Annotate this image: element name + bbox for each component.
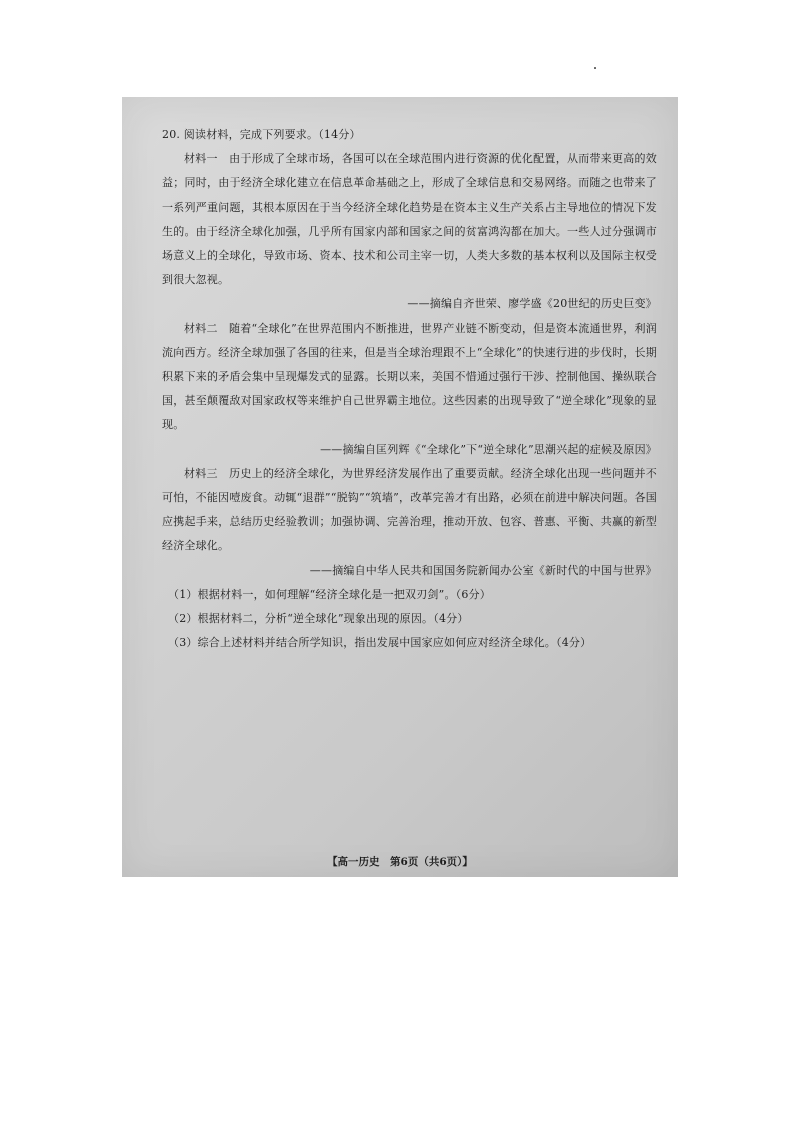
material-1-paragraph bbox=[162, 147, 657, 292]
material-2-text: 随着“全球化”在世界范围内不断推进，世界产业链不断变动，但是资本流通世界，利润流向西方。经济全球加强了各国的往来，但是当全球治理跟不上“全球化”的快速行进的步伐时，长期积累下来的矛盾会集中呈现爆发式的显露。长期以来，美国不惜通过强行干涉、控制他国、操纵联合国，甚至颠覆敌对国家政权等来维护自己世界霸主地位。这些因素的出现导致了“逆全球化”现象的显现。 bbox=[162, 321, 658, 432]
sub-question-2: （2）根据材料二，分析“逆全球化”现象出现的原因。（4分） bbox=[168, 612, 469, 626]
material-3-source: ——摘编自中华人民共和国国务院新闻办公室《新时代的中国与世界》 bbox=[309, 563, 657, 577]
sub-question-1: （1）根据材料一，如何理解“经济全球化是一把双刃剑”。（6分） bbox=[168, 587, 491, 601]
material-3-paragraph bbox=[162, 462, 657, 559]
question-title: 20. 阅读材料，完成下列要求。（14分） bbox=[162, 128, 361, 141]
material-3-text: 历史上的经济全球化，为世界经济发展作出了重要贡献。经济全球化出现一些问题并不可怕，不能因噎废食。动辄“退群”“脱钩”“筑墙”，改革完善才有出路，必须在前进中解决问题。各国应携起手来，总结历史经验教训；加强协调、完善治理，推动开放、包容、普惠、平衡、共赢的新型经济全球化。 bbox=[162, 466, 657, 553]
material-2-label: 材料二 bbox=[184, 321, 218, 335]
material-2-source: ——摘编自匡列辉《“全球化”下“逆全球化”思潮兴起的症候及原因》 bbox=[320, 442, 657, 456]
material-1-source: ——摘编自齐世荣、廖学盛《20世纪的历史巨变》 bbox=[407, 297, 657, 311]
material-1-label: 材料一 bbox=[184, 152, 218, 166]
sub-question-3: （3）综合上述材料并结合所学知识，指出发展中国家应如何应对经济全球化。（4分） bbox=[168, 636, 592, 650]
material-2-paragraph bbox=[162, 317, 657, 438]
page-footer: 【高一历史 第6页（共6页）】 bbox=[327, 856, 473, 868]
question-content bbox=[162, 123, 657, 655]
scanned-page-photo bbox=[122, 97, 678, 877]
material-3-label: 材料三 bbox=[184, 466, 218, 480]
scan-speck bbox=[594, 67, 596, 69]
material-1-text: 由于形成了全球市场，各国可以在全球范围内进行资源的优化配置，从而带来更高的效益；同时，由于经济全球化建立在信息革命基础之上，形成了全球信息和交易网络。而随之也带来了一系列严重问题，其根本原因在于当今经济全球化趋势是在资本主义生产关系占主导地位的情况下发生的。由于经济全球化加强，几乎所有国家内部和国家之间的贫富鸿沟都在加大。一些人过分强调市场意义上的全球化，导致市场、资本、技术和公司主宰一切，人类大多数的基本权利以及国际主权受到很大忽视。 bbox=[162, 152, 657, 287]
